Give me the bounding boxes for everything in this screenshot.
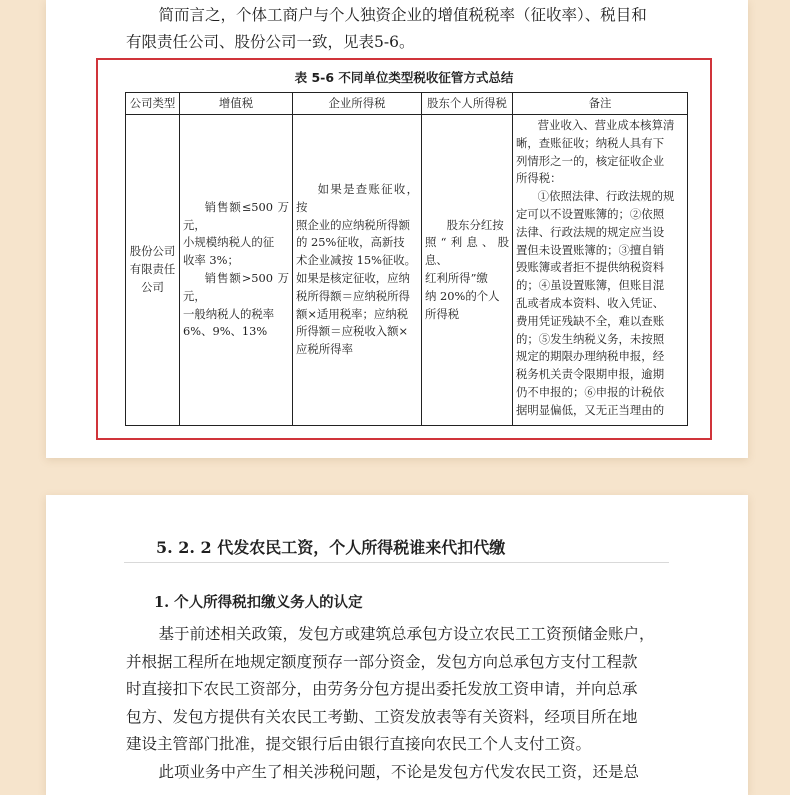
cell-line: 股份公司 [129,244,176,259]
cell-line: 收率 3%； [183,253,239,268]
body-line: 包方、发包方提供有关农民工考勤、工资发放表等有关资料，经项目所在地 [126,707,638,726]
cell-line: 规定的期限办理纳税申报，经 [516,349,665,364]
cell-line: 一般纳税人的税率 [183,306,275,321]
cell-line: 据明显偏低，又无正当理由的 [516,402,665,417]
body-paragraph [126,621,696,786]
page-top [46,0,748,458]
tax-summary-table [125,92,688,426]
cell-line: 6%、9%、13% [183,324,268,339]
cell-line: 红利所得”缴 [425,271,488,285]
cell-line: 乱或者成本资料、收入凭证、 [516,295,665,310]
intro-line: 有限责任公司、股份公司一致，见表5-6。 [126,33,415,51]
cell-company-type [126,115,180,426]
cell-line: 照“利息、股息、 [425,235,509,268]
page-bottom [46,495,748,795]
header-cit: 企业所得税 [293,93,422,115]
cell-cit [293,115,422,426]
cell-line: 税所得额＝应纳税所得 [296,288,410,303]
cell-line: 应税所得率 [296,342,353,357]
cell-pit [422,115,513,426]
cell-line: 销售额>500 万元， [183,271,289,303]
intro-line: 简而言之，个体工商户与个人独资企业的增值税税率（征收率）、税目和 [158,6,647,24]
body-line: 基于前述相关政策，发包方或建筑总承包方设立农民工工资预储金账户， [158,625,655,643]
cell-line: 晰，查账征收；纳税人具有下 [516,135,665,150]
cell-line: 股东分红按 [446,217,504,232]
cell-line: 法律、行政法规的规定应当设 [516,224,665,239]
cell-line: 所得税： [516,171,562,186]
cell-line: 仍不申报的；⑥申报的计税依 [516,384,665,399]
body-line: 建设主管部门批准，提交银行后由银行直接向农民工个人支付工资。 [126,735,592,753]
cell-line: 毁账簿或者拒不提供纳税资料 [516,260,665,275]
cell-line: 如果是查账征收，按 [296,182,418,214]
cell-line: 小规模纳税人的征 [183,235,275,250]
header-vat: 增值税 [180,93,293,115]
cell-line: 的 25%征收，高新技 [296,235,405,250]
cell-line: 定可以不设置账簿的；②依照 [516,206,665,221]
cell-line: 额×适用税率；应纳税 [296,306,409,321]
body-line: 时直接扣下农民工资部分，由劳务分包方提出委托发放工资申请，并向总承 [126,680,638,698]
cell-line: 如果是核定征收，应纳 [296,271,410,285]
cell-line: 术企业减按 15%征收。 [296,253,417,268]
header-remarks: 备注 [513,93,688,115]
header-pit: 股东个人所得税 [422,93,513,115]
section-title: 5. 2. 2 代发农民工资，个人所得税谁来代扣代缴 [156,538,506,557]
cell-line: 的；⑤发生纳税义务，未按照 [516,331,665,346]
cell-line: 公司 [141,279,164,294]
cell-line: 所得税 [425,306,460,321]
header-company-type: 公司类型 [126,93,180,115]
subsection-title: 1. 个人所得税扣缴义务人的认定 [154,594,363,611]
cell-line: 销售额≤500 万元， [183,199,289,232]
cell-line: 纳 20%的个人 [425,288,500,303]
body-line: 此项业务中产生了相关涉税问题，不论是发包方代发农民工资，还是总 [158,762,640,781]
cell-line: 置但未设置账簿的；③擅自销 [516,242,665,257]
cell-line: 费用凭证残缺不全，难以查账 [516,313,665,328]
intro-paragraph [126,2,706,56]
section-divider [124,562,669,563]
cell-line: 有限责任 [129,262,176,277]
cell-line: 照企业的应纳税所得额 [296,217,410,232]
table-highlight-box [96,58,712,440]
table-caption: 表 5-6 不同单位类型税收征管方式总结 [294,70,514,85]
cell-remarks [513,115,688,426]
cell-line: 税务机关责令限期申报，逾期 [516,367,665,382]
cell-line: 列情形之一的，核定征收企业 [516,153,665,168]
body-line: 并根据工程所在地规定额度预存一部分资金，发包方向总承包方支付工程款 [126,652,638,671]
cell-vat [180,115,293,426]
cell-line: ①依照法律、行政法规的规 [537,189,675,204]
table-header-row [126,93,688,115]
cell-line: 所得额＝应税收入额× [296,324,409,339]
cell-line: 营业收入、营业成本核算清 [537,118,675,132]
table-row [126,115,688,426]
cell-line: 的；④虽设置账簿，但账目混 [516,278,665,293]
